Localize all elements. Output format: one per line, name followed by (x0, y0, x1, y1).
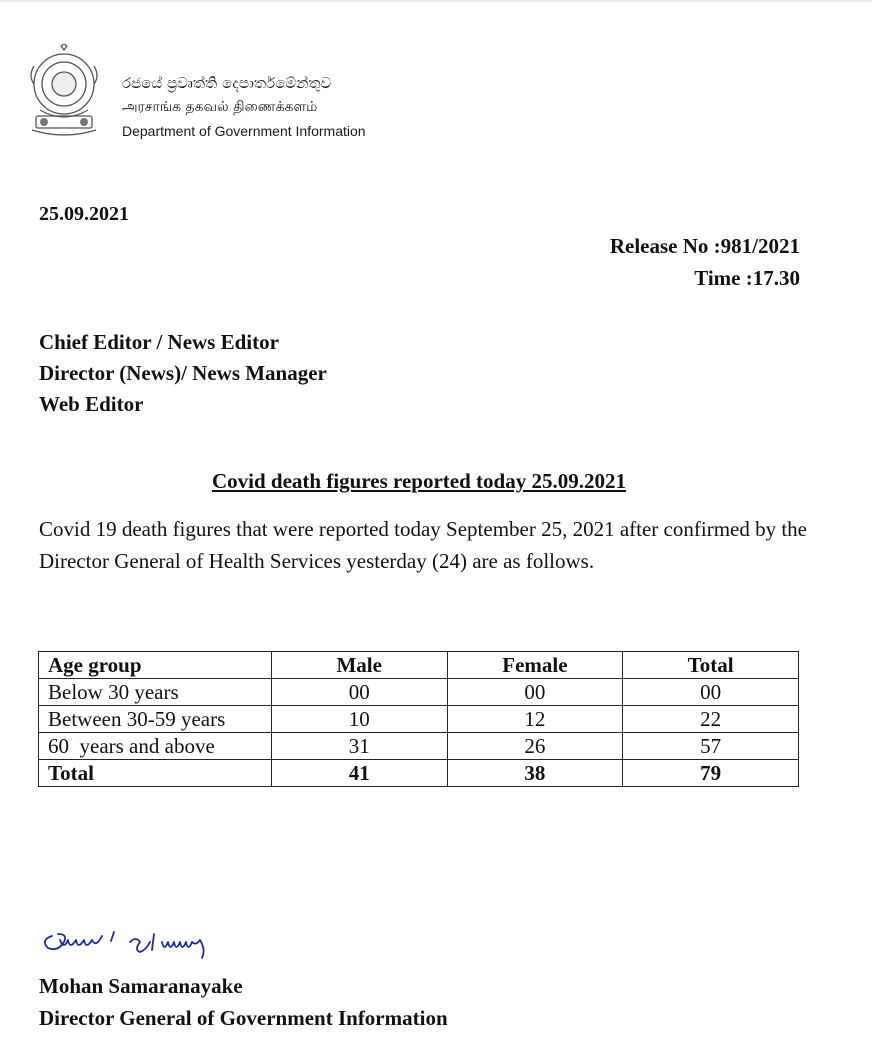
total-cell: 41 (271, 760, 447, 787)
sri-lanka-emblem-icon (26, 44, 102, 140)
table-cell: 00 (271, 679, 447, 706)
total-cell: 79 (623, 760, 799, 787)
recipients-list (39, 327, 327, 420)
header-cell: Total (623, 652, 799, 679)
header-cell: Female (447, 652, 623, 679)
death-figures-table (38, 651, 799, 787)
department-name-english: Department of Government Information (122, 123, 366, 139)
recipient-line: Web Editor (39, 392, 144, 416)
department-name-tamil: அரசாங்க தகவல் திணைக்களம் (122, 99, 318, 115)
table-row (39, 679, 799, 706)
department-name-block (122, 72, 366, 144)
table-cell: 26 (447, 733, 623, 760)
table-cell: Below 30 years (39, 679, 272, 706)
recipient-line: Director (News)/ News Manager (39, 361, 327, 385)
recipient-line: Chief Editor / News Editor (39, 330, 279, 354)
release-date: 25.09.2021 (39, 203, 129, 225)
signatory-title: Director General of Government Information (39, 1006, 448, 1030)
table-cell: 10 (271, 706, 447, 733)
department-name-sinhala: රජයේ ප්‍රවෘත්ති දෙපාර්තමේන්තුව (122, 74, 332, 92)
table-cell: 31 (271, 733, 447, 760)
table-cell: 57 (623, 733, 799, 760)
table-cell: 60 years and above (39, 733, 272, 760)
header-cell: Male (271, 652, 447, 679)
table-total-row (39, 760, 799, 787)
total-cell: 38 (447, 760, 623, 787)
document-title: Covid death figures reported today 25.09.2021 (212, 469, 626, 493)
header-cell: Age group (39, 652, 272, 679)
table-header-row (39, 652, 799, 679)
table-cell: Between 30-59 years (39, 706, 272, 733)
signatory-name: Mohan Samaranayake (39, 974, 243, 998)
table-row (39, 733, 799, 760)
handwritten-signature (38, 922, 268, 970)
table-row (39, 706, 799, 733)
release-time: Time :17.30 (694, 266, 800, 290)
table-cell: 00 (447, 679, 623, 706)
table-cell: 12 (447, 706, 623, 733)
table-cell: 22 (623, 706, 799, 733)
body-paragraph: Covid 19 death figures that were reported today September 25, 2021 after confirmed by the Director General of Health Services yesterday (24) are as follows. (39, 517, 808, 573)
total-cell: Total (39, 760, 272, 787)
table-cell: 00 (623, 679, 799, 706)
release-number: Release No :981/2021 (609, 234, 800, 258)
page-top-border (0, 0, 872, 2)
